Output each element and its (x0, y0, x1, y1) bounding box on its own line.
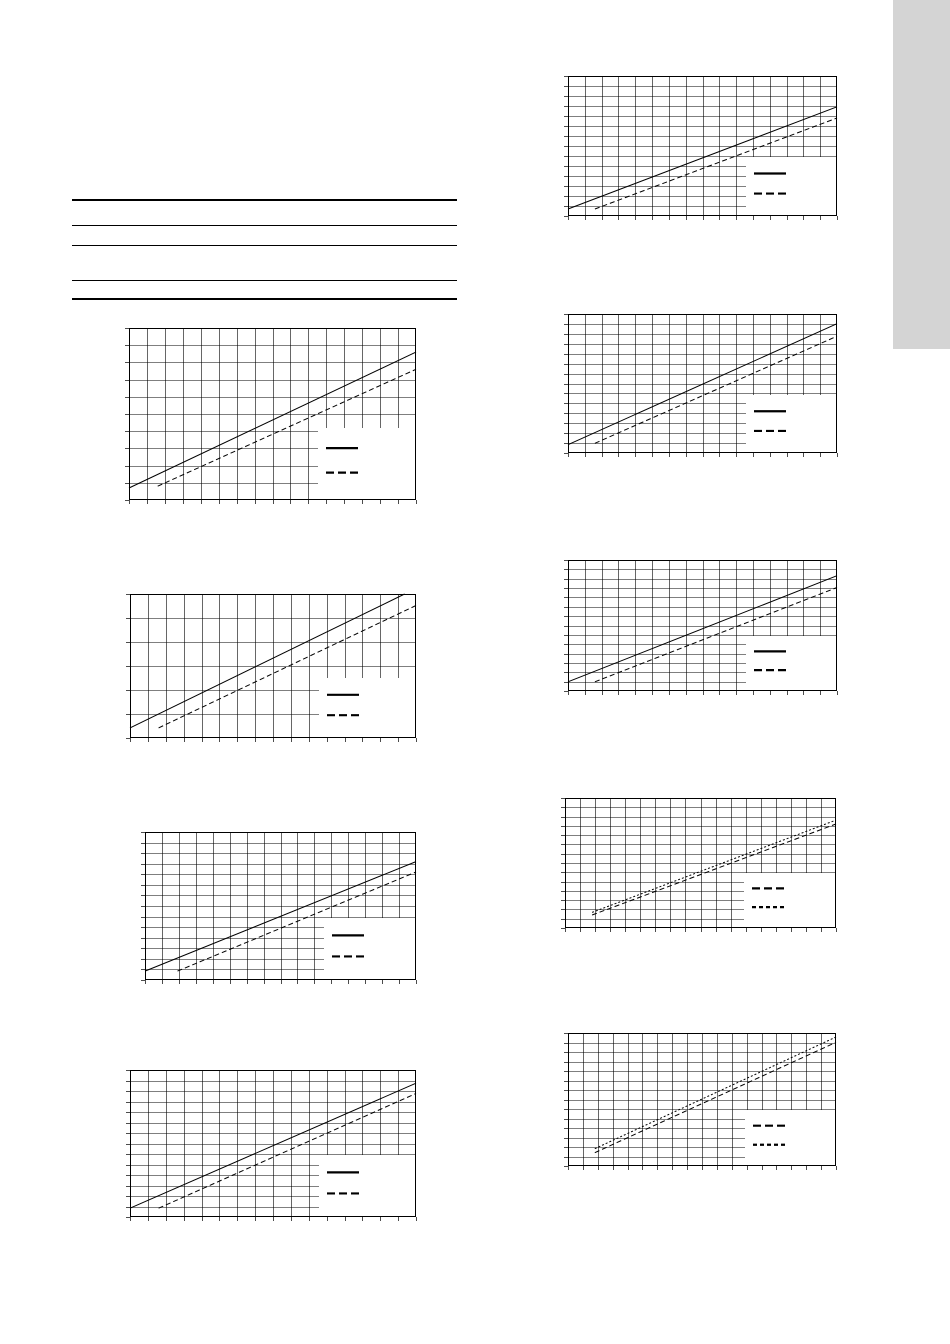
table-top-rule (72, 199, 457, 201)
chart-left-4-legend-box (319, 1155, 415, 1216)
chart-left-2-svg (130, 594, 416, 738)
chart-right-2-legend (746, 395, 836, 452)
chart-left-2 (130, 594, 416, 738)
chart-right-1-legend (746, 157, 836, 215)
table-row-rule (72, 280, 457, 281)
chart-left-1-legend (318, 428, 415, 499)
chart-right-4-svg (565, 798, 836, 928)
chart-right-4-legend-box (744, 873, 835, 927)
chart-right-2-legend-box (746, 395, 836, 452)
chart-left-1 (129, 328, 416, 500)
chart-right-3 (568, 560, 837, 691)
table-bottom-rule (72, 298, 457, 300)
chart-left-1-svg (129, 328, 416, 500)
chart-right-5 (568, 1033, 836, 1166)
chart-left-3 (145, 832, 416, 980)
chart-left-2-legend (319, 678, 415, 737)
chart-left-4 (130, 1070, 416, 1217)
section-side-tab (893, 0, 950, 349)
chart-right-2 (568, 314, 837, 453)
chart-right-4 (565, 798, 836, 928)
chart-left-1-legend-box (318, 428, 415, 499)
chart-right-5-legend-box (745, 1110, 835, 1165)
chart-right-3-legend-box (746, 636, 836, 690)
chart-left-2-legend-box (319, 678, 415, 737)
chart-right-1-svg (568, 76, 837, 216)
chart-right-1 (568, 76, 837, 216)
chart-left-3-legend-box (324, 918, 415, 979)
table-row-rule (72, 245, 457, 246)
chart-left-3-legend (324, 918, 415, 979)
chart-left-4-svg (130, 1070, 416, 1217)
chart-left-4-legend (319, 1155, 415, 1216)
chart-left-3-svg (145, 832, 416, 980)
chart-right-5-svg (568, 1033, 836, 1166)
chart-right-2-svg (568, 314, 837, 453)
chart-right-3-svg (568, 560, 837, 691)
chart-right-4-legend (744, 873, 835, 927)
chart-right-1-legend-box (746, 157, 836, 215)
chart-right-3-legend (746, 636, 836, 690)
chart-right-5-legend (745, 1110, 835, 1165)
table-header-rule (72, 225, 457, 226)
